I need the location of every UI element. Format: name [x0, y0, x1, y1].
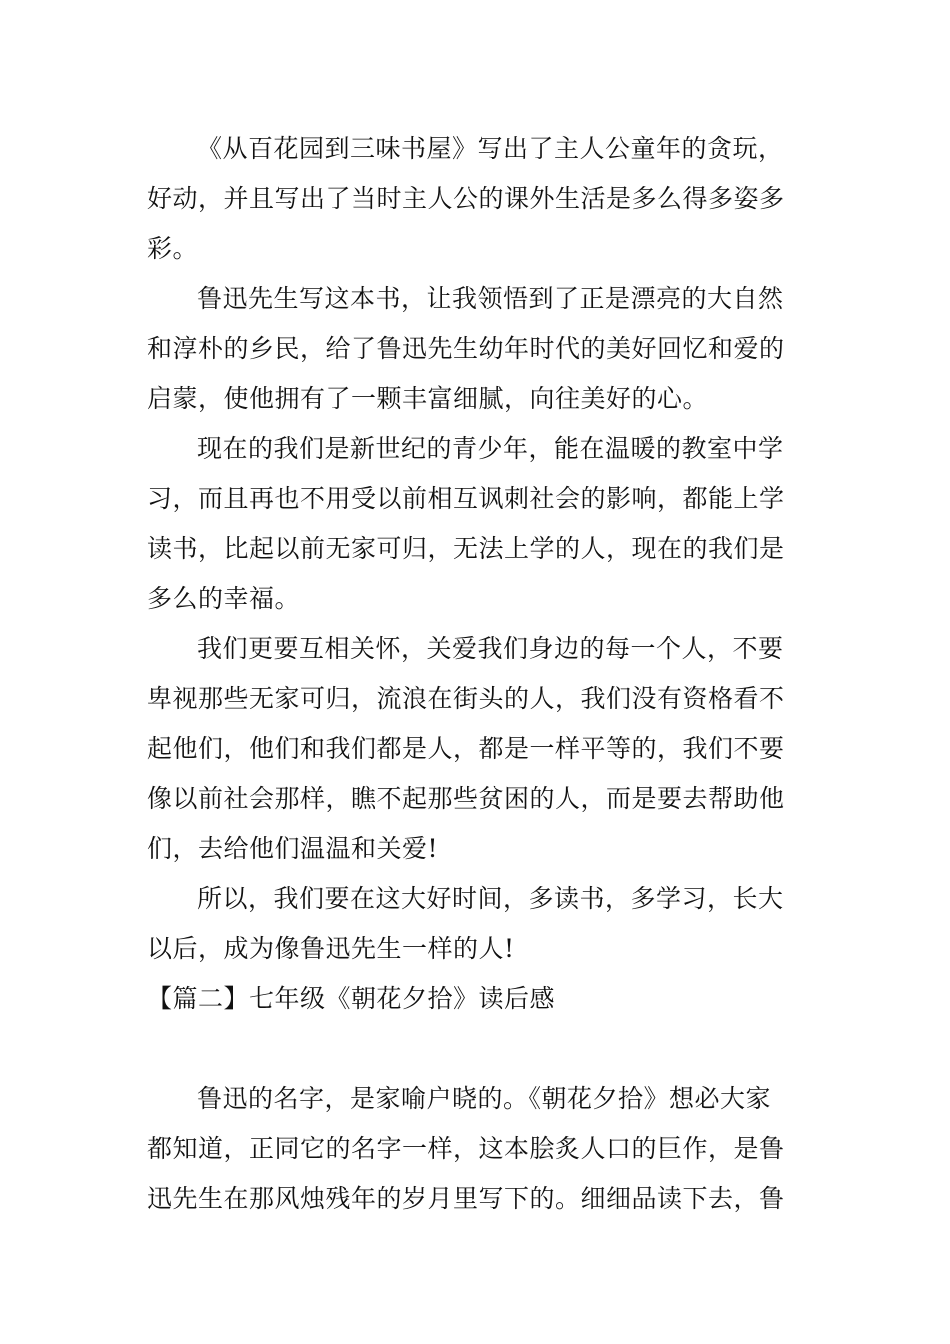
paragraph-line: 鲁迅的名字，是家喻户晓的。《朝花夕拾》想必大家 [197, 1084, 772, 1113]
paragraph-line: 习，而且再也不用受以前相互讽刺社会的影响，都能上学 [147, 484, 785, 513]
paragraph-line: 起他们，他们和我们都是人，都是一样平等的，我们不要 [147, 734, 785, 763]
paragraph-line: 和淳朴的乡民，给了鲁迅先生幼年时代的美好回忆和爱的 [147, 334, 785, 363]
paragraph-line: 以后，成为像鲁迅先生一样的人! [147, 934, 515, 963]
section-heading: 【篇二】七年级《朝花夕拾》读后感 [147, 984, 556, 1013]
paragraph-line: 读书，比起以前无家可归，无法上学的人，现在的我们是 [147, 534, 785, 563]
paragraph-line: 们，去给他们温温和关爱! [147, 834, 439, 863]
paragraph-line: 《从百花园到三味书屋》写出了主人公童年的贪玩， [197, 134, 784, 163]
paragraph-line: 都知道，正同它的名字一样，这本脍炙人口的巨作，是鲁 [147, 1134, 785, 1163]
paragraph-line: 现在的我们是新世纪的青少年，能在温暖的教室中学 [197, 434, 784, 463]
paragraph-line: 像以前社会那样，瞧不起那些贫困的人，而是要去帮助他 [147, 784, 785, 813]
paragraph-line: 所以，我们要在这大好时间，多读书，多学习，长大 [197, 884, 784, 913]
paragraph-line: 彩。 [147, 234, 199, 263]
paragraph-line: 我们更要互相关怀，关爱我们身边的每一个人，不要 [197, 634, 784, 663]
paragraph-line: 多么的幸福。 [147, 584, 301, 613]
paragraph-line: 鲁迅先生写这本书，让我领悟到了正是漂亮的大自然 [197, 284, 784, 313]
paragraph-line: 卑视那些无家可归，流浪在街头的人，我们没有资格看不 [147, 684, 785, 713]
paragraph-line: 启蒙，使他拥有了一颗丰富细腻，向往美好的心。 [147, 384, 709, 413]
paragraph-line: 迅先生在那风烛残年的岁月里写下的。细细品读下去，鲁 [147, 1184, 785, 1213]
paragraph-line: 好动，并且写出了当时主人公的课外生活是多么得多姿多 [147, 184, 785, 213]
